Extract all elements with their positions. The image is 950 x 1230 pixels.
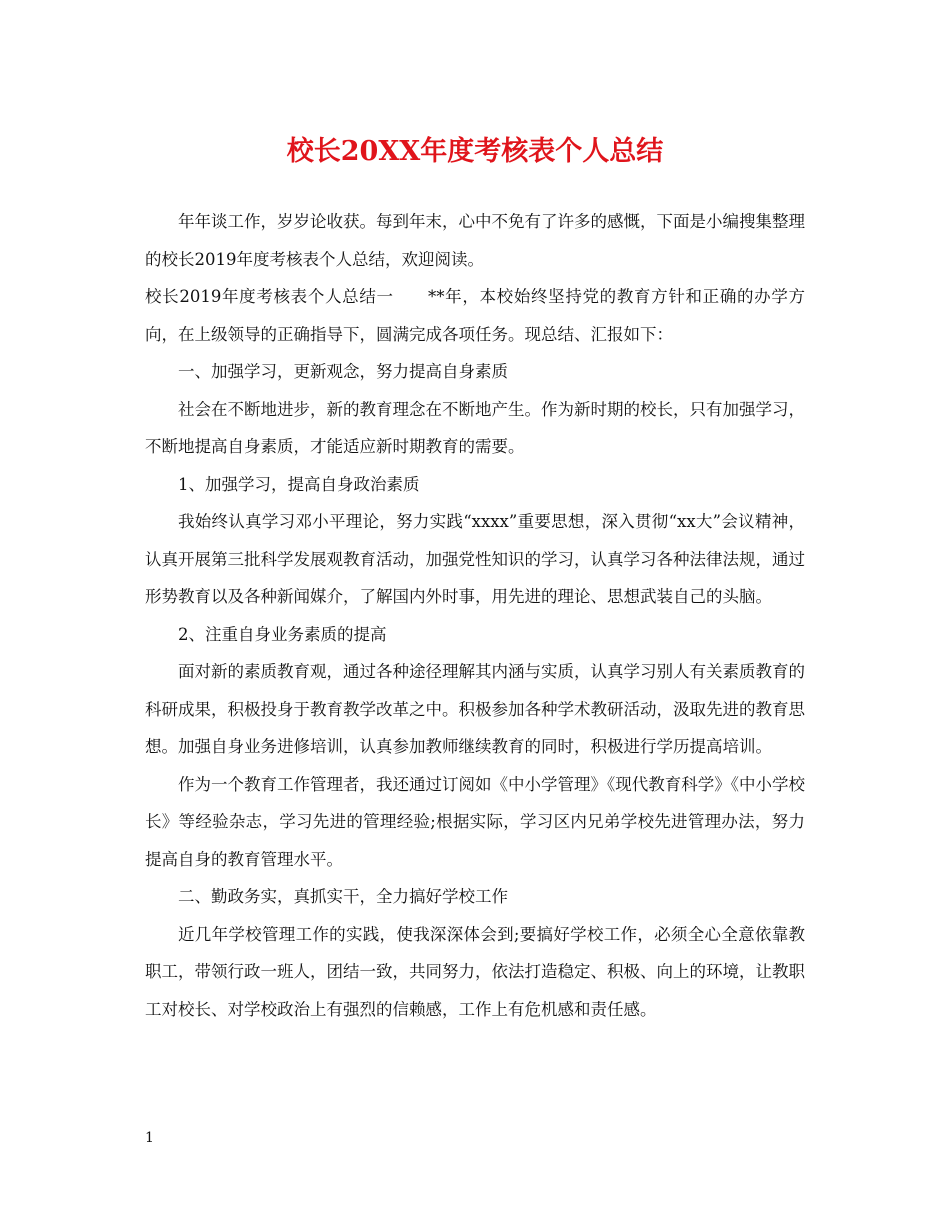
subsection-heading-1: 1、加强学习，提高自身政治素质 [178,474,420,494]
intro-paragraph: 年年谈工作，岁岁论收获。每到年末，心中不免有了许多的感慨，下面是小编搜集整理的校长2019年度考核表个人总结，欢迎阅读。 [145,212,805,269]
document-title: 校长20XX年度考核表个人总结 [286,136,664,167]
section-heading-2: 二、勤政务实，真抓实干，全力搞好学校工作 [178,887,508,906]
page-number: 1 [145,1130,154,1146]
document-body [145,203,805,1028]
body-paragraph: 我始终认真学习邓小平理论，努力实践“xxxx”重要思想，深入贯彻“xx大”会议精神，认真开展第三批科学发展观教育活动，加强党性知识的学习，认真学习各种法律法规，通过形势教育以及各种新闻媒介，了解国内外时事，用先进的理论、思想武装自己的头脑。 [145,512,805,606]
body-paragraph: 面对新的素质教育观，通过各种途径理解其内涵与实质，认真学习别人有关素质教育的科研成果，积极投身于教育教学改革之中。积极参加各种学术教研活动，汲取先进的教育思想。加强自身业务进修培训，认真参加教师继续教育的同时，积极进行学历提高培训。 [145,662,805,756]
opening-paragraph: 校长2019年度考核表个人总结一 **年，本校始终坚持党的教育方针和正确的办学方向，在上级领导的正确指导下，圆满完成各项任务。现总结、汇报如下： [145,287,805,344]
body-paragraph: 社会在不断地进步，新的教育理念在不断地产生。作为新时期的校长，只有加强学习，不断地提高自身素质，才能适应新时期教育的需要。 [145,399,805,456]
body-paragraph: 作为一个教育工作管理者，我还通过订阅如《中小学管理》《现代教育科学》《中小学校长》等经验杂志，学习先进的管理经验;根据实际，学习区内兄弟学校先进管理办法，努力提高自身的教育管理水平。 [145,774,805,869]
section-heading-1: 一、加强学习，更新观念，努力提高自身素质 [178,362,508,381]
subsection-heading-2: 2、注重自身业务素质的提高 [178,624,387,644]
body-paragraph: 近几年学校管理工作的实践，使我深深体会到;要搞好学校工作，必须全心全意依靠教职工，带领行政一班人，团结一致，共同努力，依法打造稳定、积极、向上的环境，让教职工对校长、对学校政治上有强烈的信赖感，工作上有危机感和责任感。 [145,924,805,1019]
